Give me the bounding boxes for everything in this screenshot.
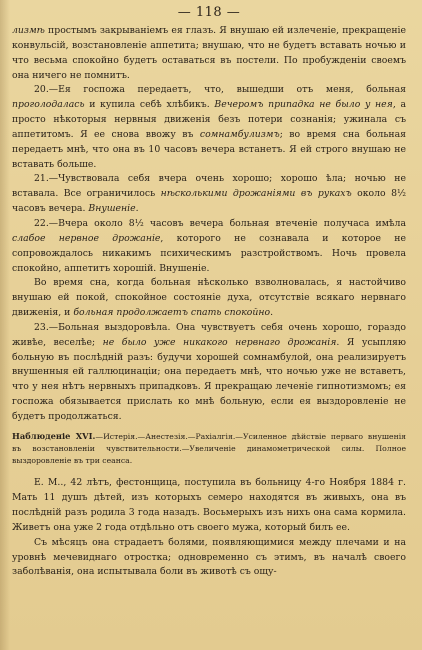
italic-segment: проголодалась xyxy=(12,99,85,111)
italic-segment: больная продолжаетъ спать спокойно xyxy=(73,307,271,319)
text-segment: 21.—Чувствовала себя вчера очень хорошо; хорошо ѣла; ночью не вставала. Все ограничилось xyxy=(12,173,406,200)
text-segment: . Я усыпляю больную въ послѣдній разъ: будучи хорошей сомнамбулой, она реализируетъ внушенныя ей галлюцинаціи; она передаетъ мнѣ, что ночью уже не вставетъ, что у нея нѣтъ нервныхъ припадковъ. Я прекращаю леченіе гипнотизмомъ; ея госпожа обязывается прислать ко мнѣ больную, если ея выздоровленіе не будетъ продолжаться. xyxy=(12,336,406,422)
italic-segment: нѣсколькими дрожаніями въ рукахъ xyxy=(160,188,352,200)
italic-segment: сомнамбулизмъ xyxy=(199,128,280,140)
page-number: — 118 — xyxy=(177,5,241,20)
paragraph xyxy=(12,321,406,425)
italic-segment: лизмѣ xyxy=(12,25,45,36)
paragraph xyxy=(12,83,406,172)
paragraph xyxy=(12,536,406,581)
italic-segment: не было уже никакого нервнаго дрожанія xyxy=(102,336,337,348)
text-segment: простымъ закрываніемъ ея глазъ. Я внушаю ей излеченіе, прекращеніе конвульсій, возстановленіе аппетита; внушаю, что не будетъ вставать ночью и что весьма спокойно будетъ оставаться въ постели. По пробужденіи своемъ она ничего не помнитъ. xyxy=(12,25,406,81)
paragraph xyxy=(12,476,406,535)
text-segment: 20.—Ея госпожа передаетъ, что, вышедши отъ меня, больная xyxy=(34,84,406,96)
italic-segment: Внушеніе xyxy=(88,203,136,215)
text-segment: около 8½ часовъ вечера. xyxy=(12,188,406,215)
text-segment: Е. М.., 42 лѣтъ, фестонщица, поступила въ больницу 4-го Ноября 1884 г. Мать 11 душъ дѣтей, изъ которыхъ семеро находятся въ живыхъ, она въ послѣдній разъ родила 3 года назадъ. Восьмерыхъ изъ нихъ она сама кормила. Живетъ она уже 2 года отдѣльно отъ своего мужа, который билъ ее. xyxy=(12,477,406,533)
text-segment: ; во время сна больная передаетъ мнѣ, что она въ 10 часовъ вечера встанетъ. Я ей строго внушаю не вставать больше. xyxy=(12,128,406,170)
case-heading xyxy=(12,430,406,468)
text-segment: и купила себѣ хлѣбикъ. xyxy=(84,99,215,111)
text-segment: , а просто нѣкоторыя нервныя движенія безъ потери сознанія; ужинала съ аппетитомъ. Я ее снова ввожу въ xyxy=(12,99,406,140)
text-segment: Во время сна, когда больная нѣсколько взволновалась, я настойчиво внушаю ей покой, спокойное состояніе духа, отсутствіе всякаго нервнаго движенія, и xyxy=(12,277,406,319)
italic-segment: Вечеромъ припадка не было у нея xyxy=(214,99,393,111)
text-segment: Съ мѣсяцъ она страдаетъ болями, появляющимися между плечами и на уровнѣ мечевиднаго отростка; одновременно съ этимъ, въ началѣ своего заболѣванія, она испытывала боли въ животѣ съ ощу- xyxy=(12,536,406,578)
paragraph xyxy=(12,276,406,321)
text-segment: . xyxy=(135,203,139,215)
paragraph xyxy=(12,217,406,276)
paragraph xyxy=(12,24,406,83)
italic-segment: слабое нервное дрожаніе xyxy=(12,232,161,244)
case-heading-text: —Истерія.—Анестезія.—Рахіалгія.—Усиленное дѣйствіе перваго внушенія въ возстановленіи чувствительности.—Увеличеніе динамометрической силы. Полное выздоровленіе въ три сеанса. xyxy=(12,431,407,466)
case-heading-lead: Наблюденіе XVI. xyxy=(12,430,96,441)
text-segment: 23.—Больная выздоровѣла. Она чувствуетъ себя очень хорошо, гораздо живѣе, веселѣе; xyxy=(12,321,406,348)
text-segment: . xyxy=(270,307,274,319)
text-segment: 22.—Вчера около 8½ часовъ вечера больная втеченіе получаса имѣла xyxy=(34,217,406,229)
text-segment: , которого не сознавала и которое не сопровождалось никакимъ психическимъ разстройствомъ. Ночь провела спокойно, аппетитъ хорошій. Внушеніе. xyxy=(12,232,407,274)
paragraph xyxy=(12,172,406,217)
